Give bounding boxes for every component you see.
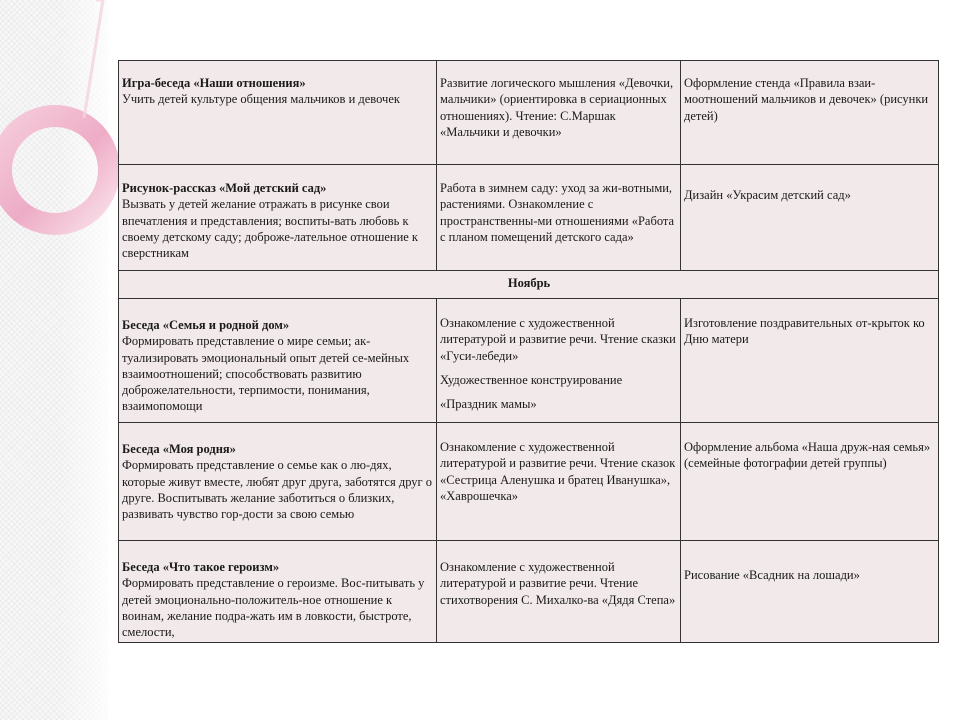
education-text-tertiary: «Праздник мамы» bbox=[440, 397, 537, 412]
project-text: Дизайн «Украсим детский сад» bbox=[684, 188, 851, 202]
month-header-row bbox=[119, 271, 939, 299]
project-text: Оформление альбома «Наша друж-ная семья» (семейные фотографии детей группы) bbox=[684, 440, 931, 471]
activity-title: Игра-беседа «Наши отношения» bbox=[122, 76, 306, 90]
activity-cell bbox=[119, 541, 437, 643]
project-cell bbox=[681, 423, 939, 541]
table-row bbox=[119, 299, 939, 423]
activity-title: Беседа «Что такое героизм» bbox=[122, 560, 280, 574]
education-cell bbox=[437, 423, 681, 541]
activity-title: Беседа «Семья и родной дом» bbox=[122, 318, 290, 332]
table-row bbox=[119, 541, 939, 643]
activity-description: Формировать представление о мире семьи; ак-туализировать эмоциональный опыт детей се-мейных взаимоотношений; способствовать развитию доброжелательности, терпимости, понимания, взаимопомощи bbox=[122, 334, 410, 414]
month-label: Ноябрь bbox=[119, 271, 939, 299]
activity-cell bbox=[119, 61, 437, 165]
project-text: Рисование «Всадник на лошади» bbox=[684, 568, 860, 582]
education-cell bbox=[437, 61, 681, 165]
project-cell bbox=[681, 61, 939, 165]
project-text: Изготовление поздравительных от-крыток ко Дню матери bbox=[684, 316, 925, 347]
activity-title: Беседа «Моя родня» bbox=[122, 442, 236, 456]
project-cell bbox=[681, 299, 939, 423]
education-cell bbox=[437, 541, 681, 643]
table-row bbox=[119, 61, 939, 165]
education-text: Ознакомление с художественной литературой и развитие речи. Чтение сказки «Гуси-лебеди» bbox=[440, 316, 676, 363]
activity-title: Рисунок-рассказ «Мой детский сад» bbox=[122, 181, 327, 195]
table-row bbox=[119, 423, 939, 541]
activity-description: Формировать представление о семье как о лю-дях, которые живут вместе, любят друг друга, заботятся друг о друге. Воспитывать желание заботиться о близких, развивать чувство гор-дости за свою семью bbox=[122, 458, 433, 522]
activity-description: Учить детей культуре общения мальчиков и девочек bbox=[122, 92, 400, 107]
activity-cell bbox=[119, 423, 437, 541]
decorative-ring-graphic bbox=[0, 0, 130, 720]
education-text-secondary: Художественное конструирование bbox=[440, 372, 623, 387]
table-row bbox=[119, 165, 939, 271]
education-text: Работа в зимнем саду: уход за жи-вотными, растениями. Ознакомление с пространственны-ми отношениями «Работа с планом помещений детского сада» bbox=[440, 181, 675, 244]
education-text: Ознакомление с художественной литературой и развитие речи. Чтение стихотворения С. Михалко-ва «Дядя Степа» bbox=[440, 560, 676, 607]
education-cell bbox=[437, 299, 681, 423]
activity-description: Формировать представление о героизме. Вос-питывать у детей эмоционально-положитель-ное отношение к воинам, желание подра-жать им в ловкости, быстроте, смелости, bbox=[122, 576, 425, 640]
education-cell bbox=[437, 165, 681, 271]
education-text: Развитие логического мышления «Девочки, мальчики» (ориентировка в сериационных отношениях). Чтение: С.Маршак «Мальчики и девочки» bbox=[440, 76, 674, 139]
activity-description: Вызвать у детей желание отражать в рисунке свои впечатления и представления; воспиты-вать любовь к своему детскому саду; доброже-лательное отношение к сверстникам bbox=[122, 197, 419, 261]
activity-cell bbox=[119, 299, 437, 423]
project-text: Оформление стенда «Правила взаи-моотношений мальчиков и девочек» (рисунки детей) bbox=[684, 76, 929, 123]
education-text: Ознакомление с художественной литературой и развитие речи. Чтение сказок «Сестрица Аленушка и братец Иванушка», «Хаврошечка» bbox=[440, 440, 676, 503]
project-cell bbox=[681, 541, 939, 643]
activity-cell bbox=[119, 165, 437, 271]
project-cell bbox=[681, 165, 939, 271]
work-plan-table bbox=[118, 60, 939, 643]
